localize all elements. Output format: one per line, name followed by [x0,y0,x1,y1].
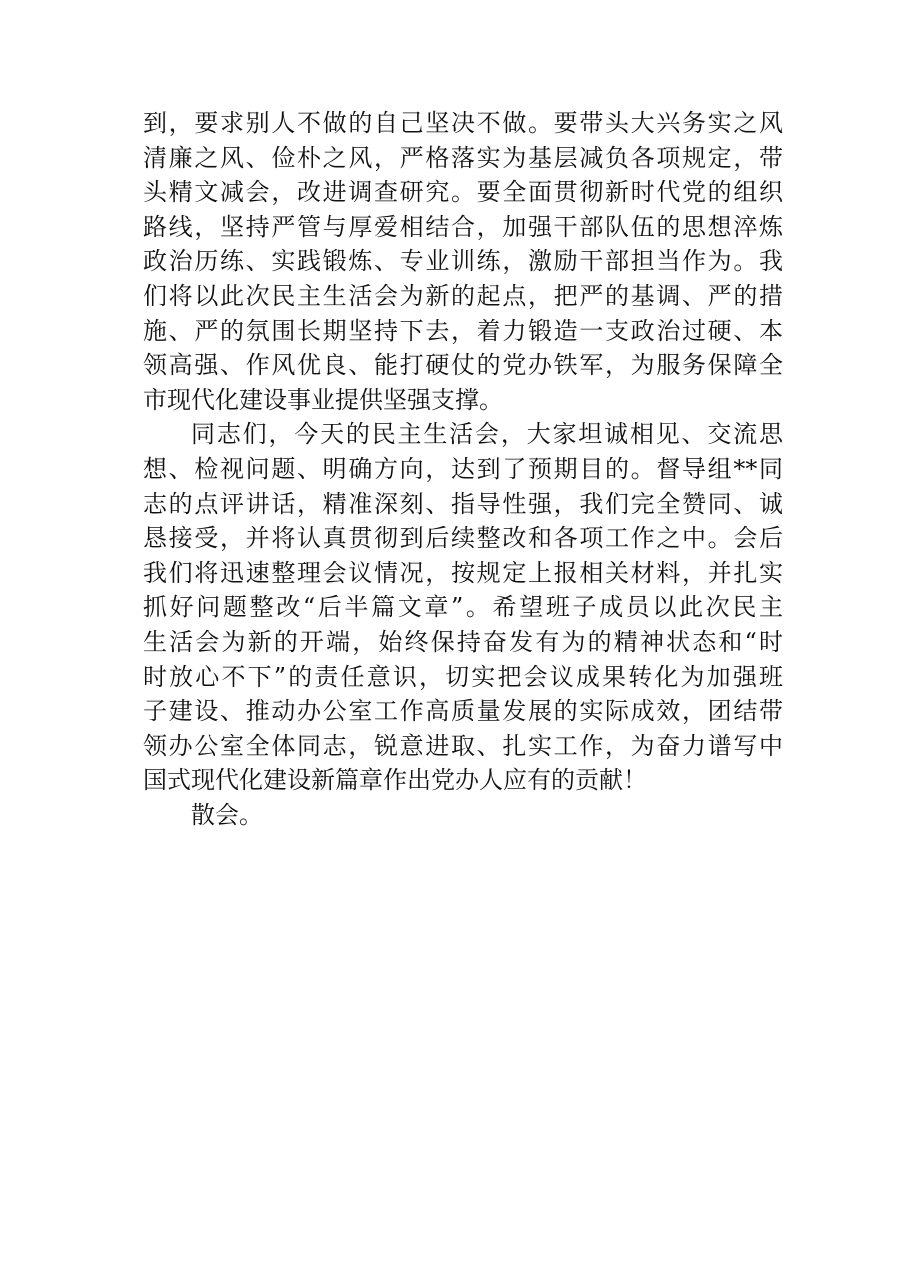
body-line: 我们将迅速整理会议情况，按规定上报相关材料，并扎实 [143,558,783,587]
body-line: 到，要求别人不做的自己坚决不做。要带头大兴务实之风 [143,109,783,137]
body-line: 恳接受，并将认真贯彻到后续整改和各项工作之中。会后 [143,524,783,553]
body-line: 们将以此次民主生活会为新的起点，把严的基调、严的措 [143,281,783,310]
document-body [143,106,783,832]
body-line: 头精文减会，改进调查研究。要全面贯彻新时代党的组织 [143,178,783,207]
body-line: 想、检视问题、明确方向，达到了预期目的。督导组**同 [143,454,783,483]
body-line: 领高强、作风优良、能打硬仗的党办铁军，为服务保障全 [143,351,783,380]
body-line: 政治历练、实践锻炼、专业训练，激励干部担当作为。我 [143,247,783,276]
body-line: 时放心不下”的责任意识，切实把会议成果转化为加强班 [143,662,783,691]
paragraph-end-line: 国式现代化建设新篇章作出党办人应有的贡献！ [143,766,647,795]
body-line: 抓好问题整改“后半篇文章”。希望班子成员以此次民主 [143,593,783,622]
paragraph-first-line: 同志们，今天的民主生活会，大家坦诚相见、交流思 [191,420,783,449]
paragraph-end-line: 市现代化建设事业提供坚强支撑。 [143,385,503,414]
closing-line: 散会。 [191,800,263,829]
body-line: 路线，坚持严管与厚爱相结合，加强干部队伍的思想淬炼 [143,212,783,241]
body-line: 子建设、推动办公室工作高质量发展的实际成效，团结带 [143,697,783,726]
body-line: 生活会为新的开端，始终保持奋发有为的精神状态和“时 [143,627,783,656]
body-line: 施、严的氛围长期坚持下去，着力锻造一支政治过硬、本 [143,316,783,345]
body-line: 清廉之风、俭朴之风，严格落实为基层减负各项规定，带 [143,143,783,172]
body-line: 领办公室全体同志，锐意进取、扎实工作，为奋力谱写中 [143,731,783,760]
body-line: 志的点评讲话，精准深刻、指导性强，我们完全赞同、诚 [143,489,783,518]
